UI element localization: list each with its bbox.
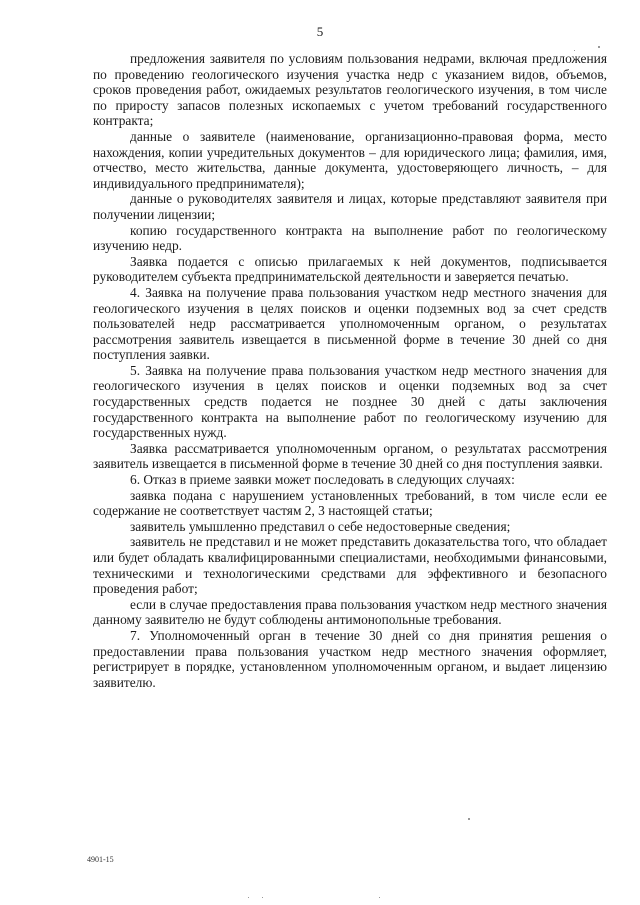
paragraph-refusal-requirements: заявка подана с нарушением установленных требований, в том числе если ее содержание не соответствует частям 2, 3 настоящей статьи; <box>93 487 607 519</box>
scan-speck <box>248 897 249 898</box>
document-body <box>93 51 607 690</box>
paragraph-section-5: 5. Заявка на получение права пользования участком недр местного значения для геологического изучения в целях поисков и оценки подземных вод за счет государственных средств подается не позднее 30 дней с даты заключения государственного контракта на выполнение работ по геологическому изучению для государственных нужд. <box>93 362 607 441</box>
paragraph-managers-data: данные о руководителях заявителя и лицах, которые представляют заявителя при получении лицензии; <box>93 191 607 222</box>
paragraph-review: Заявка рассматривается уполномоченным органом, о результатах рассмотрения заявитель извещается в письменной форме в течение 30 дней со дня поступления заявки. <box>93 440 607 472</box>
paragraph-section-4: 4. Заявка на получение права пользования участком недр местного значения для геологического изучения в целях поисков и оценки подземных вод за счет средств пользователей недр рассматривается уполномоченным органом, о результатах рассмотрения заявитель извещается в письменной форме в течение 30 дней со дня поступления заявки. <box>93 284 607 363</box>
paragraph-application-inventory: Заявка подается с описью прилагаемых к ней документов, подписывается руководителем субъекта предпринимательской деятельности и заверяется печатью. <box>93 253 607 285</box>
paragraph-proposals: предложения заявителя по условиям пользования недрами, включая предложения по проведению геологического изучения участка недр с указанием видов, объемов, сроков проведения работ, ожидаемых результатов геологического изучения, в том числе по приросту запасов полезных ископаемых с учетом требований государственного контракта; <box>93 51 607 129</box>
page-number: 5 <box>316 24 324 39</box>
paragraph-applicant-data: данные о заявителе (наименование, организационно-правовая форма, место нахождения, копии учредительных документов – для юридического лица; фамилия, имя, отчество, место жительства, данные документа, удостоверяющего личность, – для индивидуального предпринимателя); <box>93 128 607 191</box>
paragraph-section-6: 6. Отказ в приеме заявки может последовать в следующих случаях: <box>130 472 515 488</box>
scan-speck <box>598 46 600 48</box>
paragraph-contract-copy: копию государственного контракта на выполнение работ по геологическому изучению недр. <box>93 222 607 254</box>
document-code: 4901-15 <box>87 855 114 864</box>
paragraph-refusal-false-info: заявитель умышленно представил о себе недостоверные сведения; <box>130 518 511 534</box>
scan-speck <box>468 818 470 820</box>
scan-speck <box>262 897 263 898</box>
scan-speck <box>379 897 380 898</box>
paragraph-refusal-antimonopoly: если в случае предоставления права пользования участком недр местного значения данному заявителю не будут соблюдены антимонопольные требования. <box>93 596 607 628</box>
paragraph-refusal-qualification: заявитель не представил и не может представить доказательства того, что обладает или будет обладать квалифицированными специалистами, необходимыми финансовыми, техническими и технологическими средствами для эффективного и безопасного проведения работ; <box>93 534 607 597</box>
paragraph-section-7: 7. Уполномоченный орган в течение 30 дней со дня принятия решения о предоставлении права пользования участком недр местного значения оформляет, регистрирует в порядке, установленном уполномоченным органом, и выдает лицензию заявителю. <box>93 627 607 690</box>
scan-speck <box>574 50 575 51</box>
